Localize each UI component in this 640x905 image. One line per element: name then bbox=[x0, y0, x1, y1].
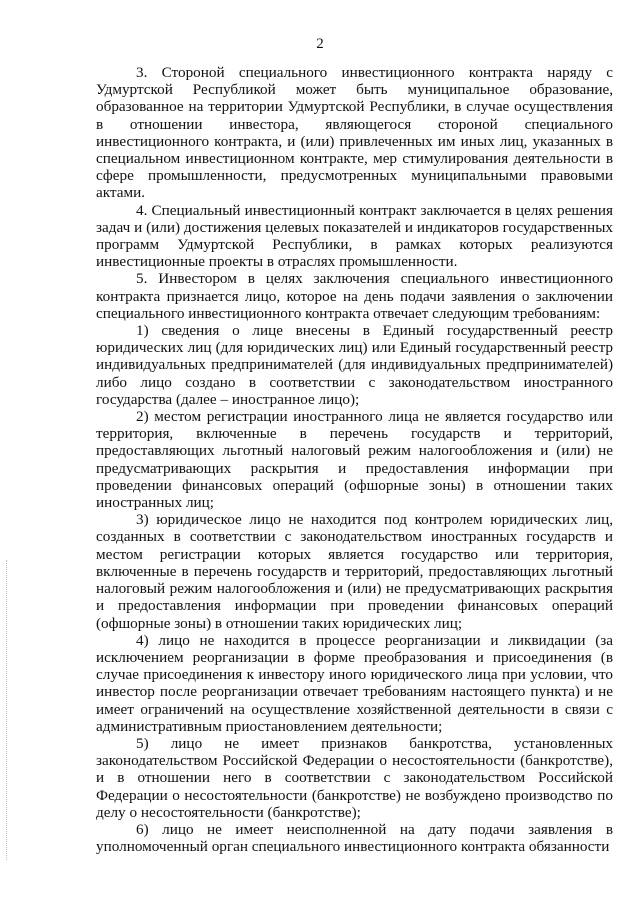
paragraph-clause-4: 4. Специальный инвестиционный контракт заключается в целях решения задач и (или) достижения целевых показателей и индикаторов государственных программ Удмуртской Республики, в рамках которых реализуются инвестиционные проекты в отраслях промышленности. bbox=[96, 201, 613, 271]
requirement-item-5: 5) лицо не имеет признаков банкротства, установленных законодательством Российской Федерации о несостоятельности (банкротстве), и в отношении него в соответствии с законодательством Российской Федерации о несостоятельности (банкротстве) не возбуждено производство по делу о несостоятельности (банкротстве); bbox=[96, 734, 613, 821]
requirement-item-1: 1) сведения о лице внесены в Единый государственный реестр юридических лиц (для юридических лиц) или Единый государственный реестр индивидуальных предпринимателей (для индивидуальных предпринимателей) либо лицо создано в соответствии с законодательством иностранного государства (далее – иностранное лицо); bbox=[96, 322, 613, 408]
page-number: 2 bbox=[316, 36, 324, 52]
scan-edge-marks bbox=[6, 560, 9, 860]
requirement-item-2: 2) местом регистрации иностранного лица не является государство или территория, включенные в перечень государств и территорий, предоставляющих льготный налоговый режим налогообложения и (или) не предусматривающих раскрытия и предоставления информации при проведении финансовых операций (офшорные зоны) в отношении таких иностранных лиц; bbox=[96, 408, 613, 512]
requirement-item-4: 4) лицо не находится в процессе реорганизации и ликвидации (за исключением реорганизации в форме преобразования и присоединения (в случае присоединения к инвестору иного юридического лица при условии, что инвестор после реорганизации отвечает требованиям настоящего пункта) и не имеет ограничений на осуществление хозяйственной деятельности в связи с административным приостановлением деятельности; bbox=[96, 631, 613, 735]
paragraph-clause-3: 3. Стороной специального инвестиционного контракта наряду с Удмуртской Республикой может быть муниципальное образование, образованное на территории Удмуртской Республики, в случае осуществления в отношении инвестора, являющегося стороной специального инвестиционного контракта, и (или) привлеченных им иных лиц, указанных в специальном инвестиционном контракте, мер стимулирования деятельности в сфере промышленности, предусмотренных муниципальными правовыми актами. bbox=[96, 64, 613, 202]
requirement-item-6: 6) лицо не имеет неисполненной на дату подачи заявления в уполномоченный орган специального инвестиционного контракта обязанности bbox=[96, 820, 613, 856]
requirement-item-3: 3) юридическое лицо не находится под контролем юридических лиц, созданных в соответствии с законодательством иностранных государств и местом регистрации которых является государство или территория, включенные в перечень государств и территорий, предоставляющих льготный налоговый режим налогообложения и (или) не предусматривающих раскрытия и предоставления информации при проведении финансовых операций (офшорные зоны) в отношении таких юридических лиц; bbox=[96, 511, 613, 632]
document-body bbox=[96, 64, 613, 855]
paragraph-clause-5: 5. Инвестором в целях заключения специального инвестиционного контракта признается лицо, которое на день подачи заявления о заключении специального инвестиционного контракта отвечает следующим требованиям: bbox=[96, 270, 613, 322]
